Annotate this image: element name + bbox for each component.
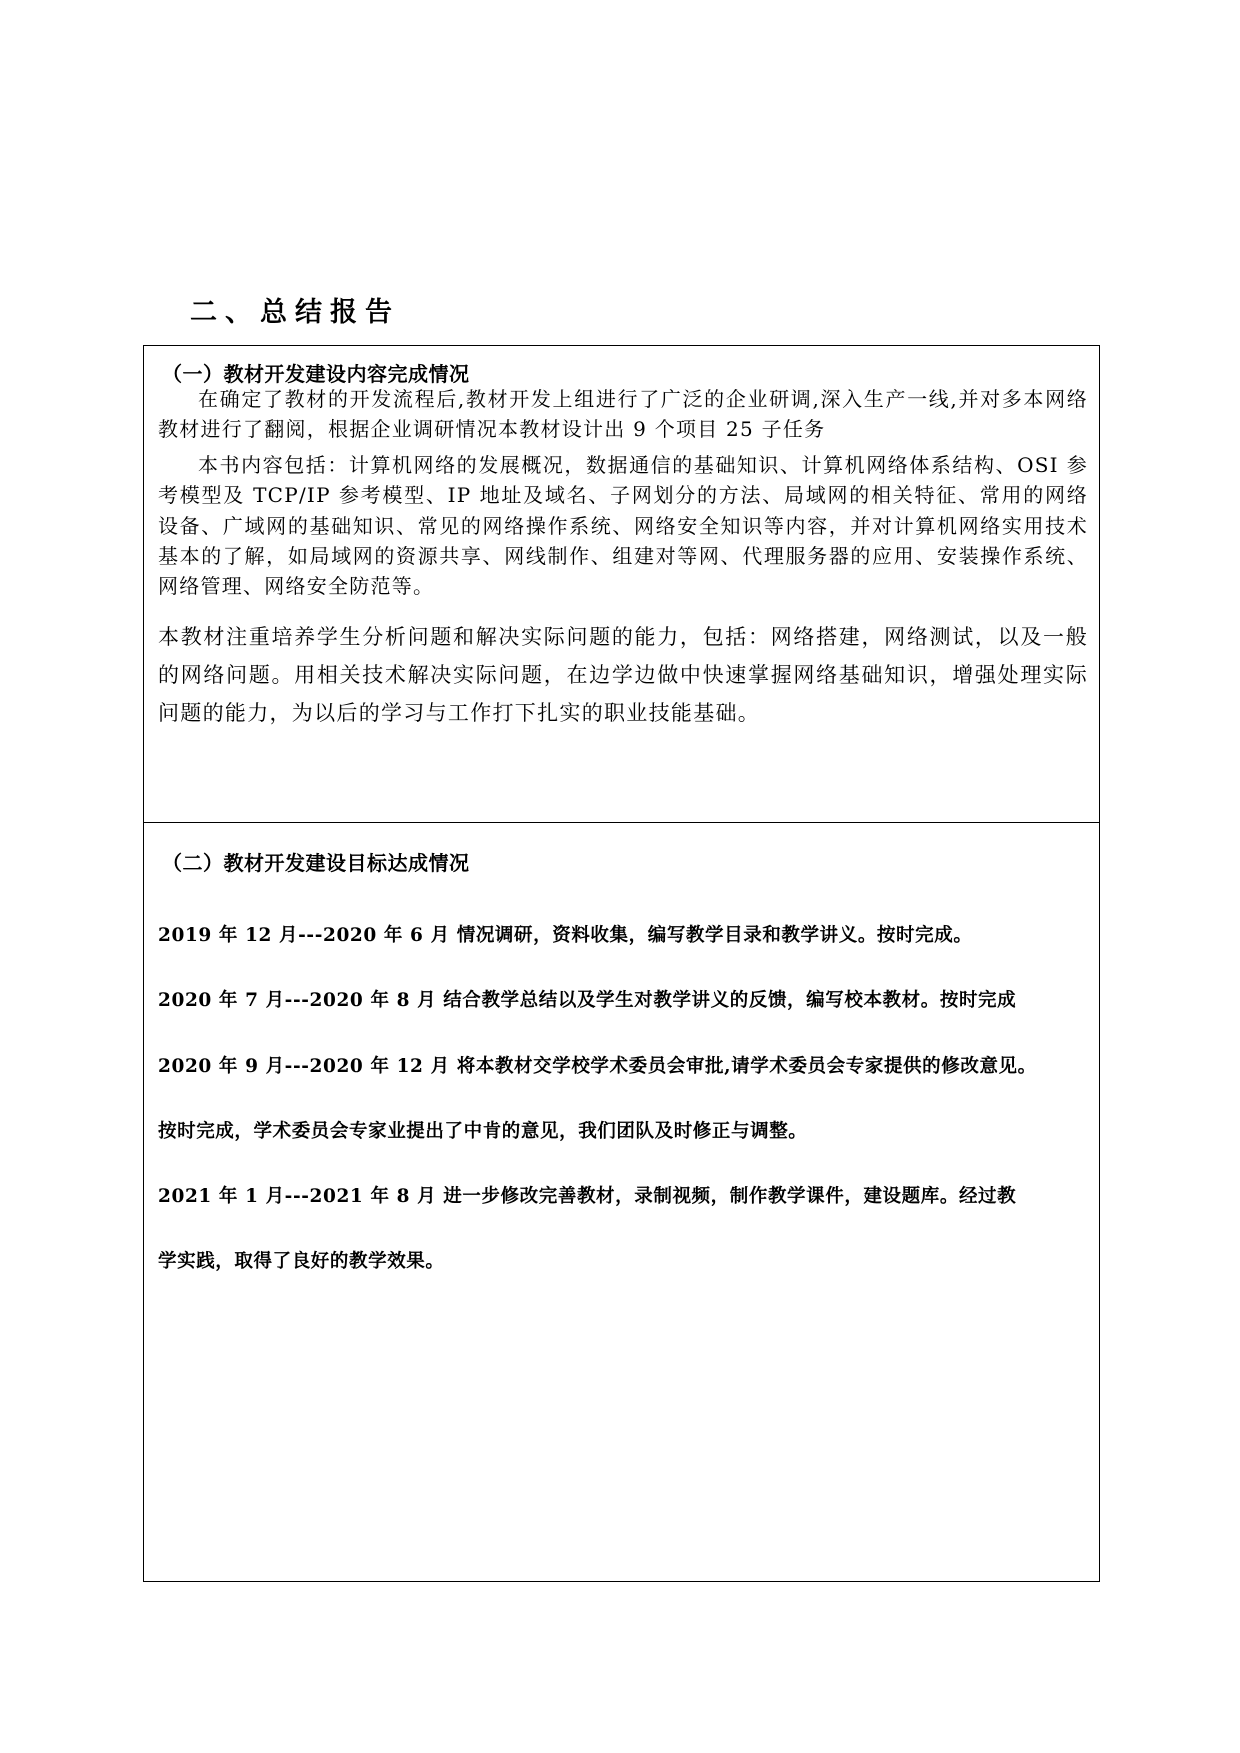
development-process-paragraph: 在确定了教材的开发流程后,教材开发上组进行了广泛的企业研调,深入生产一线,并对多本网络教材进行了翻阅，根据企业调研情况本教材设计出 9 个项目 25 子任务 (158, 387, 1088, 442)
timeline-line: 按时完成，学术委员会专家业提出了中肯的意见，我们团队及时修正与调整。 (158, 1121, 808, 1142)
timeline-line: 2021 年 1 月---2021 年 8 月 进一步修改完善教材，录制视频，制作教学课件，建设题库。经过教 (158, 1186, 1017, 1207)
timeline-line: 学实践，取得了良好的教学效果。 (158, 1251, 445, 1272)
timeline-line: 2020 年 7 月---2020 年 8 月 结合教学总结以及学生对教学讲义的反馈，编写校本教材。按时完成 (158, 990, 1017, 1011)
summary-report-table (143, 345, 1100, 1582)
goal-achievement-section (144, 823, 1099, 1581)
timeline-line: 2019 年 12 月---2020 年 6 月 情况调研，资料收集，编写教学目录和教学讲义。按时完成。 (158, 925, 973, 946)
teaching-focus-paragraph: 本教材注重培养学生分析问题和解决实际问题的能力，包括：网络搭建，网络测试，以及一般的网络问题。用相关技术解决实际问题，在边学边做中快速掌握网络基础知识，增强处理实际问题的能力，为以后的学习与工作打下扎实的职业技能基础。 (158, 625, 1088, 725)
timeline-line: 2020 年 9 月---2020 年 12 月 将本教材交学校学术委员会审批,请学术委员会专家提供的修改意见。 (158, 1056, 1037, 1077)
goal-achievement-title: （二）教材开发建设目标达成情况 (162, 851, 470, 875)
content-completion-title: （一）教材开发建设内容完成情况 (162, 362, 470, 386)
content-completion-section (144, 346, 1099, 823)
page-heading: 二、总结报告 (190, 297, 400, 328)
book-contents-paragraph: 本书内容包括：计算机网络的发展概况，数据通信的基础知识、计算机网络体系结构、OSI 参考模型及 TCP/IP 参考模型、IP 地址及域名、子网划分的方法、局域网的相关特征、常用的网络设备、广域网的基础知识、常见的网络操作系统、网络安全知识等内容，并对计算机网络实用技术基本的了解，如局域网的资源共享、网线制作、组建对等网、代理服务器的应用、安装操作系统、网络管理、网络安全防范等。 (158, 453, 1088, 599)
